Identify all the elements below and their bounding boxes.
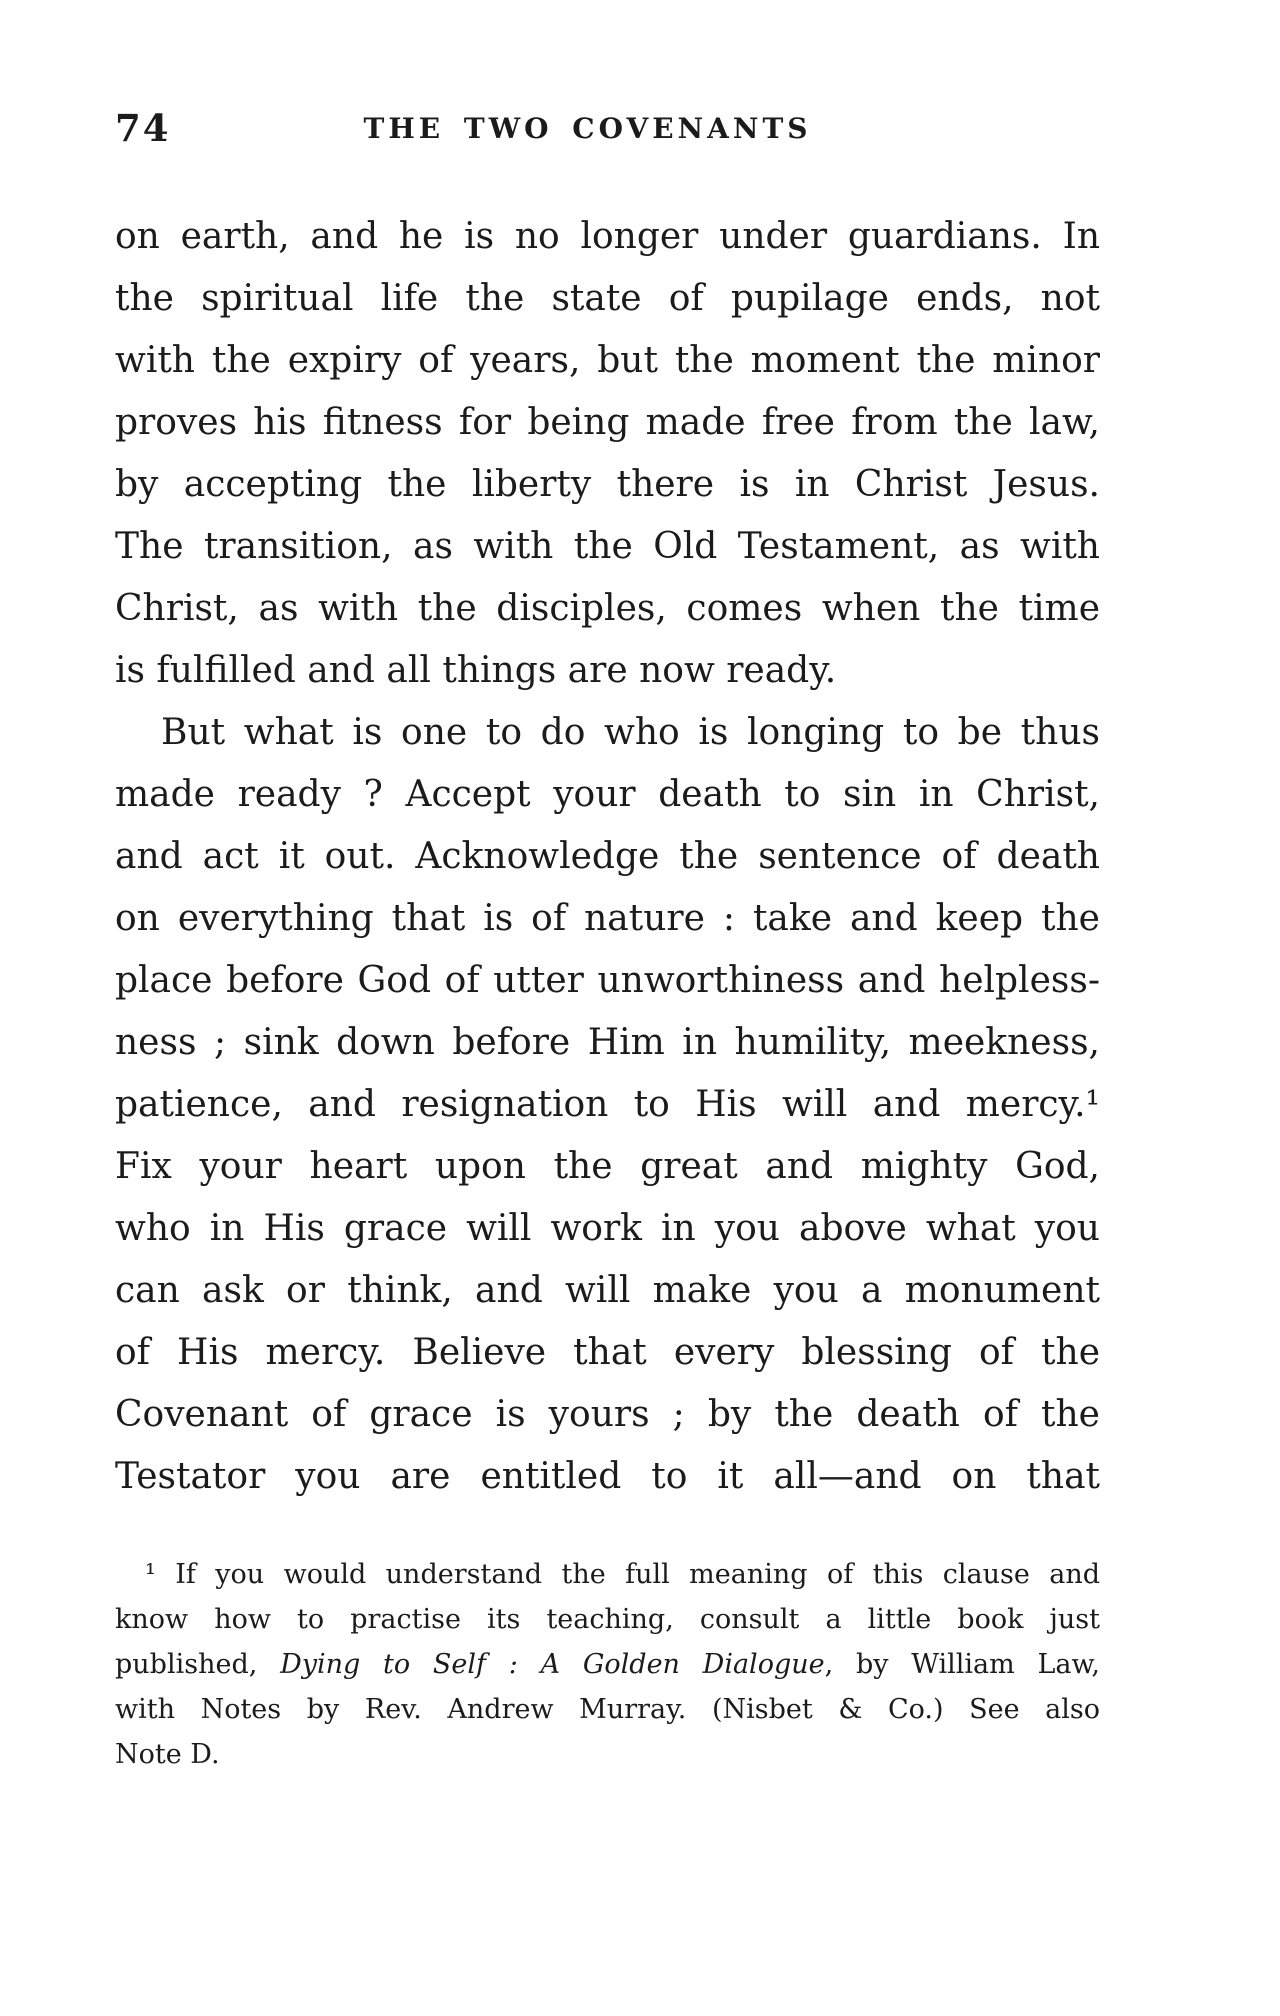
text-line: made ready ? Accept your death to sin in Christ,	[115, 774, 1100, 815]
text-line: Fix your heart upon the great and mighty God,	[115, 1146, 1100, 1187]
text-line: on everything that is of nature : take and keep the	[115, 898, 1100, 939]
footnote	[115, 1552, 1100, 1777]
paragraph-1	[115, 206, 1100, 702]
text-line: Covenant of grace is yours ; by the death of the	[115, 1394, 1100, 1435]
text-line: and act it out. Acknowledge the sentence of death	[115, 836, 1100, 877]
paragraph-2	[115, 702, 1100, 1508]
text-line: The transition, as with the Old Testament, as with	[115, 526, 1100, 567]
text-line: of His mercy. Believe that every blessing of the	[115, 1332, 1100, 1373]
footnote-text: , by William Law,	[824, 1649, 1101, 1680]
page-header	[115, 106, 1100, 156]
footnote-line: with Notes by Rev. Andrew Murray. (Nisbet & Co.) See also	[115, 1694, 1100, 1725]
text-line: the spiritual life the state of pupilage ends, not	[115, 278, 1100, 319]
footnote-line: know how to practise its teaching, consult a little book just	[115, 1604, 1100, 1635]
text-line: who in His grace will work in you above what you	[115, 1208, 1100, 1249]
footnote-line: Note D.	[115, 1739, 220, 1770]
text-line: Christ, as with the disciples, comes when the time	[115, 588, 1100, 629]
text-line: Testator you are entitled to it all—and on that	[115, 1456, 1100, 1497]
text-line: But what is one to do who is longing to be thus	[161, 712, 1100, 753]
footnote-line: ¹ If you would understand the full meaning of this clause and	[145, 1559, 1100, 1590]
text-line: proves his fitness for being made free from the law,	[115, 402, 1100, 443]
text-line: ness ; sink down before Him in humility, meekness,	[115, 1022, 1100, 1063]
footnote-line	[115, 1642, 1100, 1687]
text-line: with the expiry of years, but the moment the minor	[115, 340, 1100, 381]
footnote-text: published,	[115, 1649, 281, 1680]
text-line: by accepting the liberty there is in Christ Jesus.	[115, 464, 1100, 505]
page-number: 74	[115, 106, 171, 150]
text-line: place before God of utter unworthiness and helpless-	[115, 960, 1100, 1001]
text-line: patience, and resignation to His will and mercy.¹	[115, 1084, 1100, 1125]
body-text	[115, 206, 1100, 1508]
footnote-book-title: Dying to Self : A Golden Dialogue	[280, 1649, 825, 1680]
text-line: on earth, and he is no longer under guardians. In	[115, 216, 1100, 257]
running-head: THE TWO COVENANTS	[363, 112, 812, 145]
text-line: can ask or think, and will make you a monument	[115, 1270, 1100, 1311]
text-line: is fulfilled and all things are now ready.	[115, 650, 837, 691]
